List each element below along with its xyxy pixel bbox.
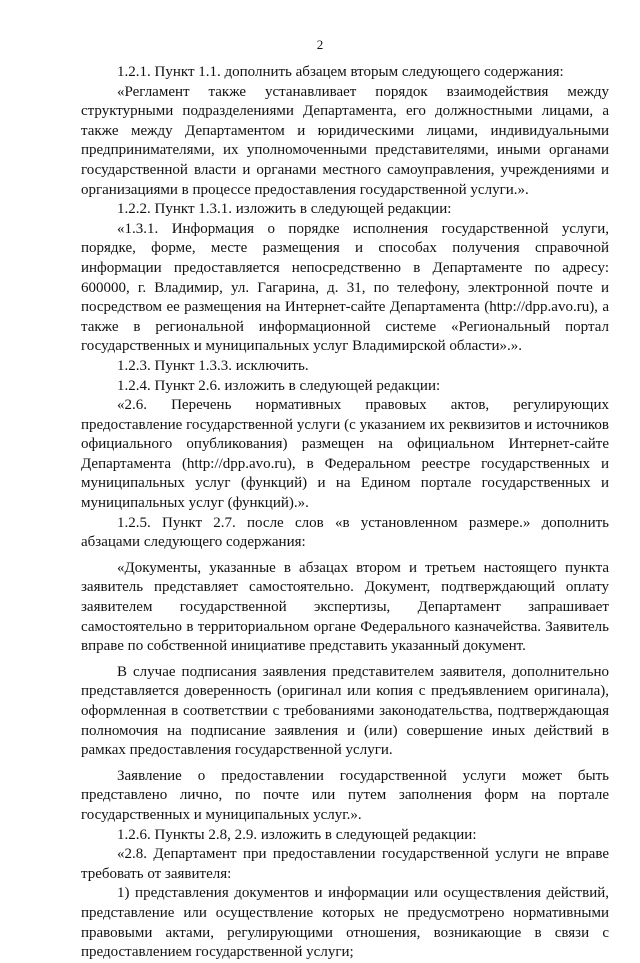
paragraph-1-2-4: 1.2.4. Пункт 2.6. изложить в следующей редакции:	[117, 377, 441, 394]
paragraph-2-6: «2.6. Перечень нормативных правовых актов, регулирующих предоставление государственной услуги (с указанием их реквизитов и источников официального опубликования) размещен на официальном Интернет-сайте Департамента (http://dpp.avo.ru), в Федеральном реестре государственных и муниципальных услуг (функций) и на Едином портале государственных и муниципальных услуг (функций).».	[81, 397, 609, 512]
paragraph-2-8: «2.8. Департамент при предоставлении государственной услуги не вправе требовать от заявителя:	[81, 846, 609, 882]
paragraph-1-2-1: 1.2.1. Пункт 1.1. дополнить абзацем вторым следующего содержания:	[117, 64, 564, 80]
paragraph-documents: «Документы, указанные в абзацах втором и третьем настоящего пункта заявитель представляет самостоятельно. Документ, подтверждающий оплату заявителем государственной экспертизы, Департамент запрашивает самостоятельно в территориальном органе Федерального казначейства. Заявитель вправе по собственной инициативе представить указанный документ.	[81, 559, 609, 655]
paragraph-list-item-1: 1) представления документов и информации или осуществления действий, представление или осуществление которых не предусмотрено нормативными правовыми актами, регулирующими отношения, возникающие в связи с предоставлением государственной услуги;	[81, 885, 609, 961]
paragraph-reglament: «Регламент также устанавливает порядок взаимодействия между структурными подразделениями Департамента, его должностными лицами, а также между Департаментом и юридическими лицами, индивидуальными предпринимателями, их уполномоченными представителями, иными органами государственной власти и органами местного самоуправления, учреждениями и организациями в процессе предоставления государственной услуги.».	[81, 83, 609, 198]
paragraph-1-2-5: 1.2.5. Пункт 2.7. после слов «в установленном размере.» дополнить абзацами следующего содержания:	[81, 514, 609, 551]
paragraph-1-3-1: «1.3.1. Информация о порядке исполнения государственной услуги, порядке, форме, месте размещения и способах получения справочной информации предоставляется непосредственно в Департаменте по адресу: 600000, г. Владимир, ул. Гагарина, д. 31, по телефону, электронной почте и посредством ее размещения на Интернет-сайте Департамента (http://dpp.avo.ru), а также в региональной информационной системе «Региональный портал государственных и муниципальных услуг Владимирской области».».	[81, 220, 609, 355]
paragraph-representative: В случае подписания заявления представителем заявителя, дополнительно представляется доверенность (оригинал или копия с предъявлением оригинала), оформленная в соответствии с требованиями законодательства, подтверждающая полномочия на подписание заявления и (или) совершение иных действий в рамках предоставления государственной услуги.	[81, 663, 609, 759]
paragraph-1-2-2: 1.2.2. Пункт 1.3.1. изложить в следующей редакции:	[117, 201, 452, 218]
paragraph-1-2-3: 1.2.3. Пункт 1.3.3. исключить.	[117, 357, 309, 374]
page-number: 2	[316, 37, 324, 52]
paragraph-1-2-6: 1.2.6. Пункты 2.8, 2.9. изложить в следующей редакции:	[117, 826, 477, 843]
paragraph-application: Заявление о предоставлении государственной услуги может быть представлено лично, по почте или путем заполнения форм на портале государственных и муниципальных услуг.».	[81, 767, 609, 823]
document-body	[81, 63, 609, 963]
